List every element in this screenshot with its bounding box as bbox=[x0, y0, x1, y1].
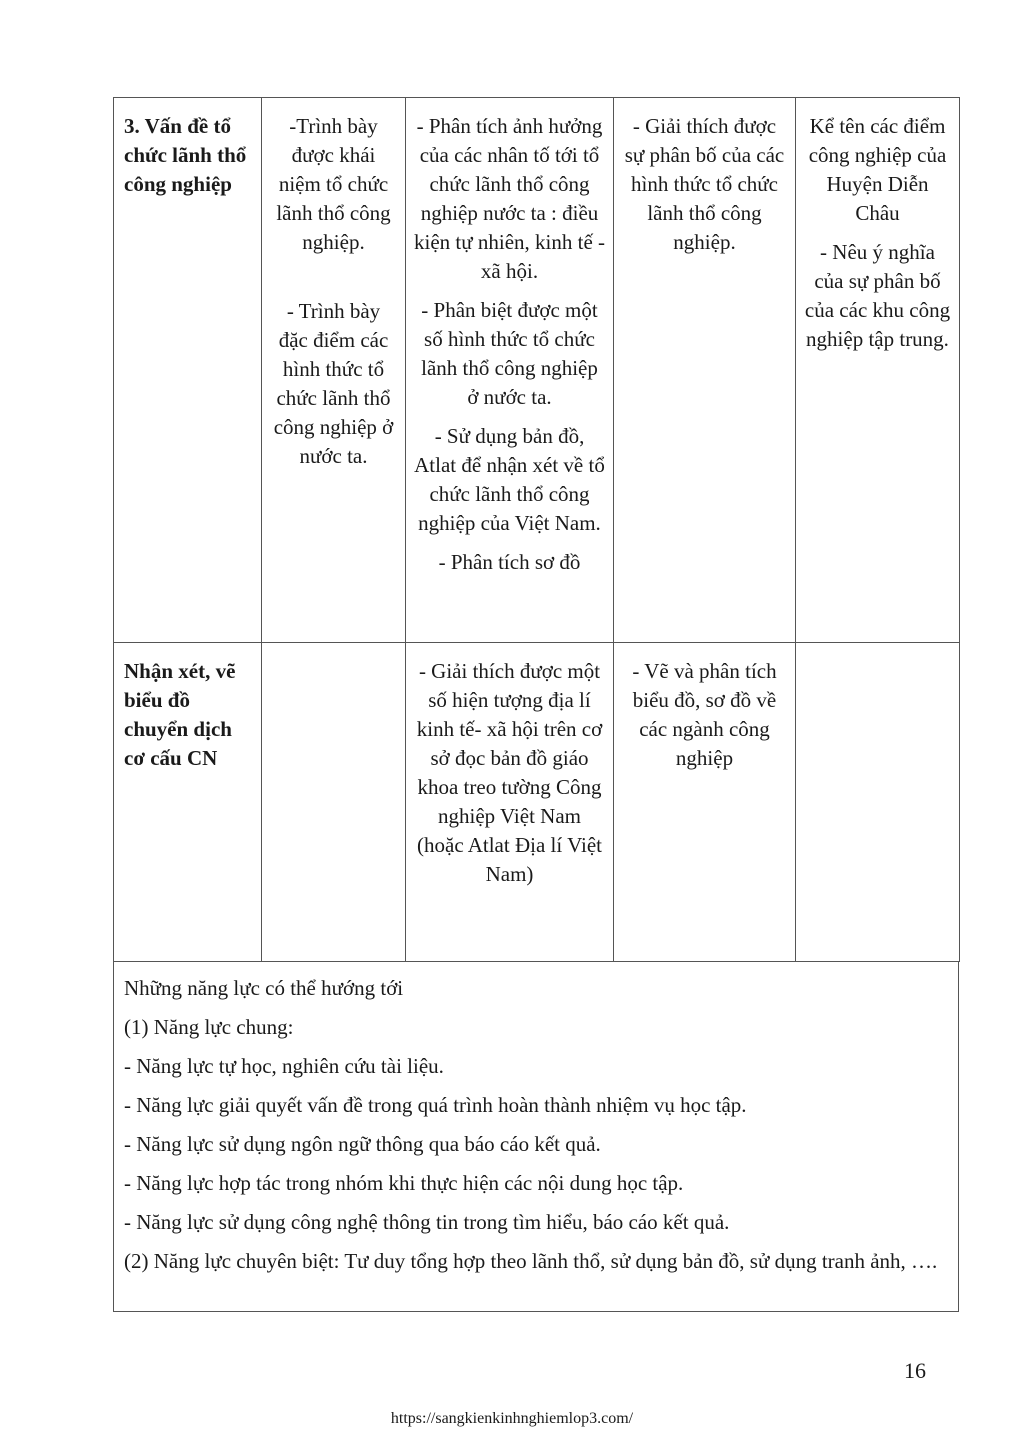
apply-text: - Giải thích được sự phân bố của các hình thức tổ chức lãnh thổ công nghiệp. bbox=[624, 114, 785, 254]
know-text: -Trình bày được khái niệm tổ chức lãnh thổ công nghiệp. bbox=[276, 114, 391, 254]
know-cell bbox=[262, 643, 406, 962]
competencies-heading: Những năng lực có thể hướng tới bbox=[124, 976, 404, 1000]
list-item: - Năng lực tự học, nghiên cứu tài liệu. bbox=[124, 1054, 444, 1078]
apply-high-text: - Nêu ý nghĩa của sự phân bố của các khu công nghiệp tập trung. bbox=[804, 240, 951, 351]
understand-text: - Phân tích ảnh hưởng của các nhân tố tới tổ chức lãnh thổ công nghiệp nước ta : điều kiện tự nhiên, kinh tế - xã hội. bbox=[414, 114, 606, 283]
table-row bbox=[114, 98, 960, 643]
topic-cell bbox=[114, 98, 262, 643]
understand-text: - Sử dụng bản đồ, Atlat để nhận xét về tổ chức lãnh thổ công nghiệp của Việt Nam. bbox=[414, 424, 605, 535]
footer-url[interactable]: https://sangkienkinhnghiemlop3.com/ bbox=[390, 1410, 634, 1427]
know-cell bbox=[262, 98, 406, 643]
know-text: - Trình bày đặc điểm các hình thức tổ chức lãnh thổ công nghiệp ở nước ta. bbox=[273, 299, 394, 468]
apply-text: - Vẽ và phân tích biểu đồ, sơ đồ về các ngành công nghiệp bbox=[632, 659, 777, 770]
apply-cell bbox=[614, 98, 796, 643]
topic-cell bbox=[114, 643, 262, 962]
list-item: - Năng lực hợp tác trong nhóm khi thực hiện các nội dung học tập. bbox=[124, 1171, 684, 1195]
page-number: 16 bbox=[904, 1358, 926, 1383]
list-item: - Năng lực sử dụng công nghệ thông tin trong tìm hiểu, báo cáo kết quả. bbox=[124, 1210, 730, 1234]
understand-text: - Phân biệt được một số hình thức tổ chức lãnh thổ công nghiệp ở nước ta. bbox=[421, 298, 598, 409]
general-competencies-title: (1) Năng lực chung: bbox=[124, 1015, 294, 1039]
understand-text: - Giải thích được một số hiện tượng địa lí kinh tế- xã hội trên cơ sở đọc bản đồ giáo khoa treo tường Công nghiệp Việt Nam (hoặc Atlat Địa lí Việt Nam) bbox=[416, 659, 603, 886]
table-row bbox=[114, 643, 960, 962]
understand-cell bbox=[406, 643, 614, 962]
topic-label: Nhận xét, vẽ biểu đồ chuyển dịch cơ cấu CN bbox=[124, 659, 236, 770]
competencies-box bbox=[113, 961, 959, 1312]
list-item: - Năng lực sử dụng ngôn ngữ thông qua báo cáo kết quả. bbox=[124, 1132, 601, 1156]
list-item: - Năng lực giải quyết vấn đề trong quá trình hoàn thành nhiệm vụ học tập. bbox=[124, 1093, 747, 1117]
topic-label: 3. Vấn đề tổ chức lãnh thổ công nghiệp bbox=[124, 114, 247, 196]
specific-competencies: (2) Năng lực chuyên biệt: Tư duy tổng hợp theo lãnh thổ, sử dụng bản đồ, sử dụng tranh ảnh, …. bbox=[124, 1249, 938, 1273]
apply-high-text: Kể tên các điểm công nghiệp của Huyện Diễn Châu bbox=[808, 114, 947, 225]
understand-cell bbox=[406, 98, 614, 643]
apply-cell bbox=[614, 643, 796, 962]
apply-high-cell bbox=[796, 98, 960, 643]
competency-matrix-table bbox=[113, 97, 960, 962]
apply-high-cell bbox=[796, 643, 960, 962]
understand-text: - Phân tích sơ đồ bbox=[438, 550, 581, 574]
